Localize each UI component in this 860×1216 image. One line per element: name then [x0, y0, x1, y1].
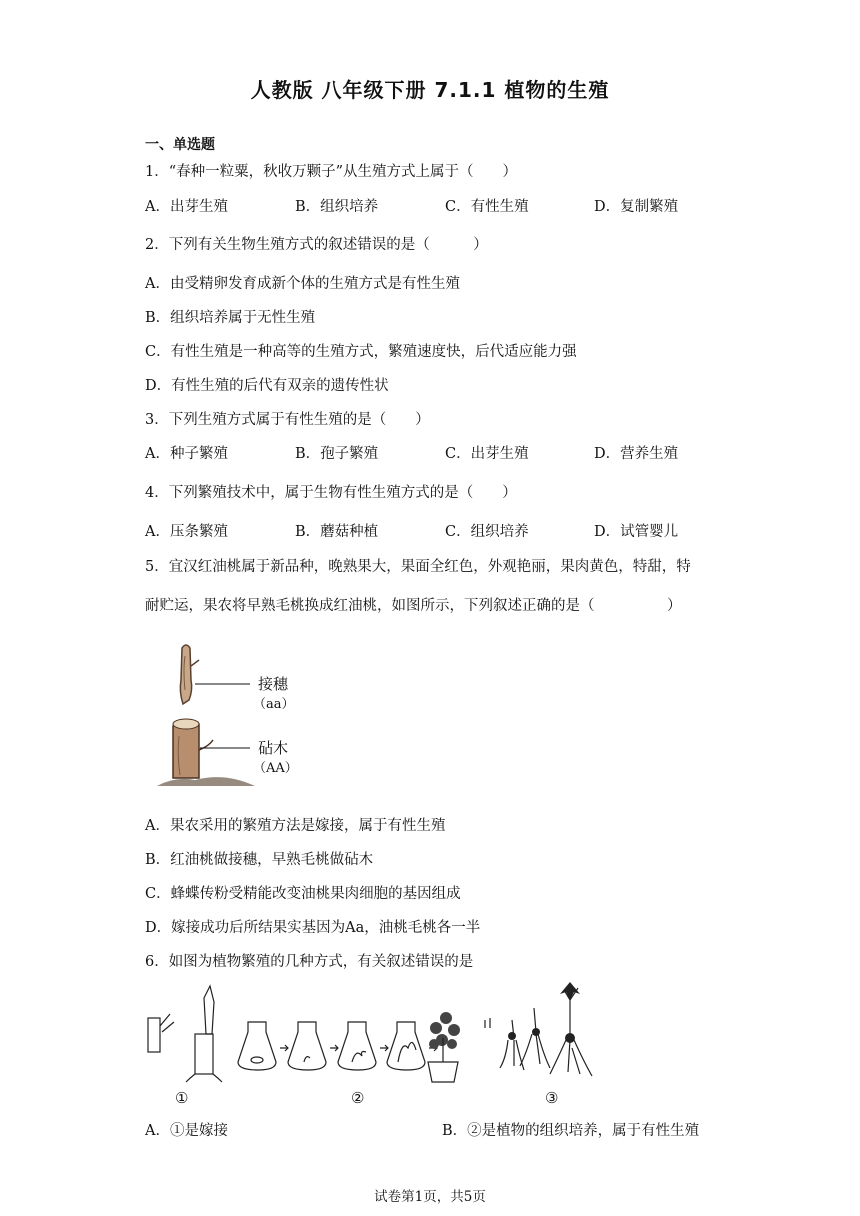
q2-option-d[interactable]: D．有性生殖的后代有双亲的遗传性状: [145, 378, 389, 394]
figure-label-1: ①: [175, 1089, 189, 1107]
q6-option-a[interactable]: A．①是嫁接: [145, 1123, 228, 1139]
q1-option-c[interactable]: C．有性生殖: [445, 199, 529, 215]
q3-option-b[interactable]: B．孢子繁殖: [295, 446, 379, 462]
q5-option-c[interactable]: C．蜂蝶传粉受精能改变油桃果肉细胞的基因组成: [145, 886, 461, 902]
q1-option-a[interactable]: A．出芽生殖: [145, 199, 228, 215]
q4-option-a[interactable]: A．压条繁殖: [145, 524, 228, 540]
question-5-stem-cont: 耐贮运，果农将早熟毛桃换成红油桃，如图所示，下列叙述正确的是（ ）: [145, 598, 682, 614]
q2-option-b[interactable]: B．组织培养属于无性生殖: [145, 310, 316, 326]
q3-option-d[interactable]: D．营养生殖: [594, 446, 679, 462]
scion-label: 接穗: [258, 675, 289, 693]
question-4-stem: 4．下列繁殖技术中，属于生物有性生殖方式的是（ ）: [145, 485, 517, 501]
q1-option-d[interactable]: D．复制繁殖: [594, 199, 679, 215]
figure-label-2: ②: [351, 1089, 365, 1107]
figure-label-3: ③: [545, 1089, 559, 1107]
q5-option-d[interactable]: D．嫁接成功后所结果实基因为Aa，油桃毛桃各一半: [145, 920, 481, 936]
stock-genotype: （AA）: [253, 761, 298, 776]
q6-option-b[interactable]: B．②是植物的组织培养，属于有性生殖: [442, 1123, 700, 1139]
question-2-stem: 2．下列有关生物生殖方式的叙述错误的是（ ）: [145, 237, 488, 253]
q4-option-d[interactable]: D．试管婴儿: [594, 524, 679, 540]
q3-option-c[interactable]: C．出芽生殖: [445, 446, 529, 462]
q4-option-c[interactable]: C．组织培养: [445, 524, 529, 540]
q3-option-a[interactable]: A．种子繁殖: [145, 446, 228, 462]
question-6-stem: 6．如图为植物繁殖的几种方式，有关叙述错误的是: [145, 954, 474, 970]
q4-option-b[interactable]: B．蘑菇种植: [295, 524, 379, 540]
question-5-stem: 5．宜汉红油桃属于新品种，晚熟果大，果面全红色，外观艳丽，果肉黄色，特甜，特: [145, 559, 691, 575]
page-footer: 试卷第1页，共5页: [374, 1189, 486, 1205]
stock-label: 砧木: [258, 739, 289, 757]
page-title: 人教版 八年级下册 7.1.1 植物的生殖: [250, 78, 610, 102]
q1-option-b[interactable]: B．组织培养: [295, 199, 379, 215]
q5-option-a[interactable]: A．果农采用的繁殖方法是嫁接，属于有性生殖: [145, 818, 446, 834]
q2-option-c[interactable]: C．有性生殖是一种高等的生殖方式，繁殖速度快，后代适应能力强: [145, 344, 577, 360]
section-heading: 一、单选题: [145, 137, 215, 153]
propagation-figure: [140, 978, 620, 1086]
q5-option-b[interactable]: B．红油桃做接穗，早熟毛桃做砧木: [145, 852, 374, 868]
question-1-stem: 1．“春种一粒粟，秋收万颗子”从生殖方式上属于（ ）: [145, 164, 518, 180]
scion-genotype: （aa）: [253, 697, 295, 712]
q2-option-a[interactable]: A．由受精卵发育成新个体的生殖方式是有性生殖: [145, 276, 460, 292]
question-3-stem: 3．下列生殖方式属于有性生殖的是（ ）: [145, 412, 430, 428]
